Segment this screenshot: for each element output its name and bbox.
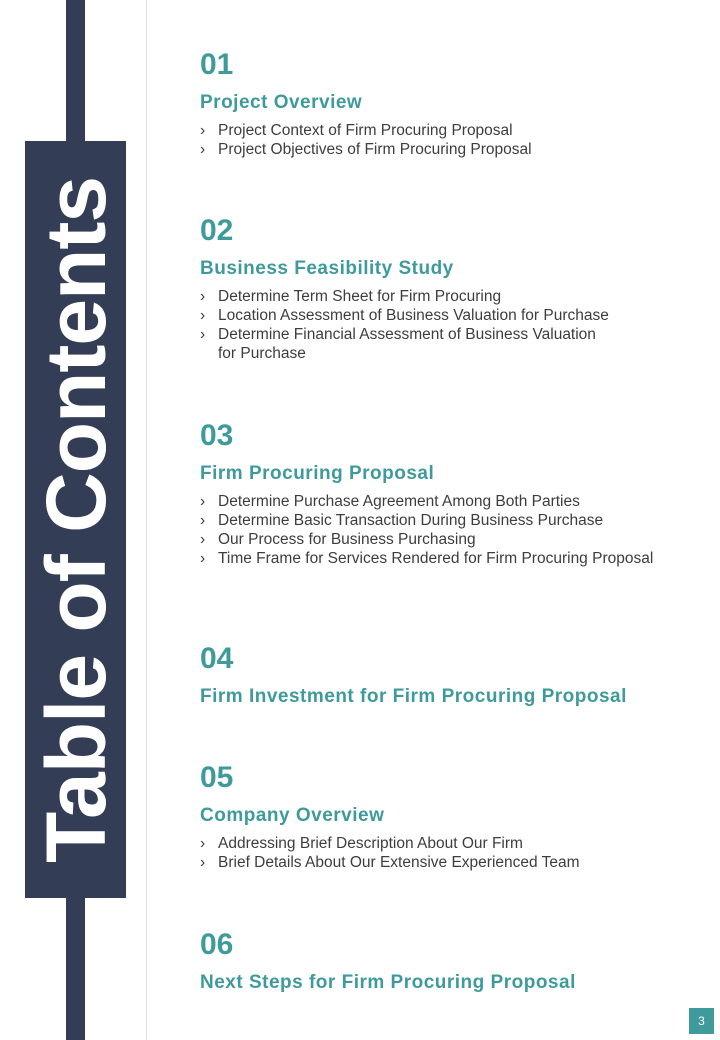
section-number: 03 (200, 419, 234, 452)
list-item[interactable]: › Brief Details About Our Extensive Experienced Team (200, 854, 580, 871)
page-title: Table of Contents (28, 176, 123, 863)
chevron-right-icon: › (200, 550, 206, 567)
toc-section-01 (200, 50, 700, 159)
list-item[interactable]: › Determine Purchase Agreement Among Both Parties (200, 493, 580, 510)
list-item[interactable]: › Project Context of Firm Procuring Proposal (200, 122, 513, 139)
chevron-right-icon: › (200, 122, 206, 139)
chevron-right-icon: › (200, 854, 206, 871)
toc-section-03 (200, 421, 700, 568)
list-item[interactable]: › Project Objectives of Firm Procuring Proposal (200, 141, 532, 158)
toc-section-04 (200, 644, 700, 708)
section-heading[interactable]: Company Overview (200, 805, 385, 826)
title-band (25, 141, 126, 898)
section-heading[interactable]: Firm Investment for Firm Procuring Proposal (200, 686, 627, 707)
section-items (200, 834, 700, 872)
chevron-right-icon: › (200, 512, 206, 529)
toc-section-05 (200, 763, 700, 872)
toc-section-02 (200, 216, 700, 363)
section-heading[interactable]: Firm Procuring Proposal (200, 463, 435, 484)
chevron-right-icon: › (200, 493, 206, 510)
chevron-right-icon: › (200, 835, 206, 852)
section-number: 01 (200, 48, 234, 81)
section-number: 05 (200, 761, 234, 794)
section-number: 02 (200, 214, 234, 247)
section-heading[interactable]: Project Overview (200, 92, 363, 113)
section-number: 04 (200, 642, 234, 675)
chevron-right-icon: › (200, 326, 206, 343)
chevron-right-icon: › (200, 288, 206, 305)
page-number-badge: 3 (689, 1008, 714, 1034)
section-heading[interactable]: Business Feasibility Study (200, 258, 454, 279)
chevron-right-icon: › (200, 141, 206, 158)
list-item[interactable]: › Addressing Brief Description About Our Firm (200, 835, 523, 852)
section-number: 06 (200, 928, 234, 961)
list-item[interactable]: › Determine Financial Assessment of Business Valuation for Purchase (200, 326, 596, 362)
section-items (200, 121, 700, 159)
section-items (200, 492, 700, 568)
toc-section-06 (200, 930, 700, 994)
list-item[interactable]: › Our Process for Business Purchasing (200, 531, 476, 548)
chevron-right-icon: › (200, 531, 206, 548)
list-item[interactable]: › Determine Term Sheet for Firm Procuring (200, 288, 502, 305)
section-items (200, 287, 630, 363)
list-item[interactable]: › Determine Basic Transaction During Business Purchase (200, 512, 604, 529)
list-item[interactable]: › Time Frame for Services Rendered for Firm Procuring Proposal (200, 550, 654, 567)
section-heading[interactable]: Next Steps for Firm Procuring Proposal (200, 972, 576, 993)
chevron-right-icon: › (200, 307, 206, 324)
list-item[interactable]: › Location Assessment of Business Valuation for Purchase (200, 307, 609, 324)
vertical-divider (146, 0, 147, 1040)
